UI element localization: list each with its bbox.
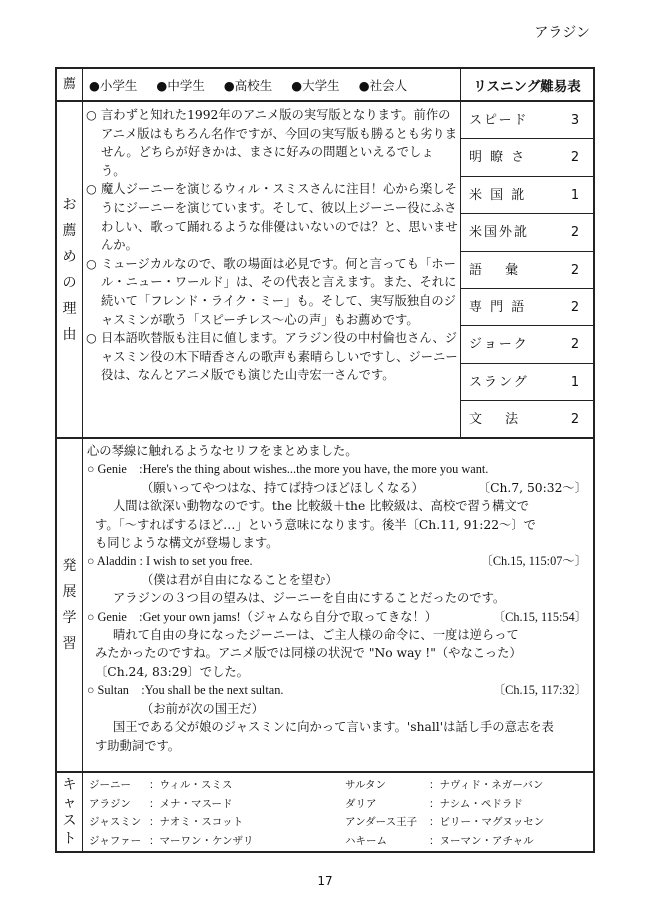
quote-line: ○ Genie :Here's the thing about wishes...the more you have, the more you want. [87,462,489,477]
reason-item: ○ 日本語吹替版も注目に値します。アラジン役の中村倫也さん、ジャスミン役の木下晴香さんの歌声も素晴らしいですし、ジーニー役は、なんとアニメ版でも演じた山寺宏一さんです。 [86,331,458,383]
quote-translation: （僕は君が自由になることを望む） [141,572,338,587]
rating-vocabulary: 語 彙 2 [461,252,593,289]
cast-actor: ：ウィル・スミス [149,779,233,791]
cast-role: ダリア [345,797,377,810]
rating-grammar: 文 法 2 [469,412,580,428]
difficulty-ratings [460,102,593,437]
movie-title: アラジン [534,25,590,41]
reason-item: ○ 言わずと知れた1992年のアニメ版の実写版となります。前作のアニメ版はもちろん名作ですが、今回の実写版も勝るとも劣りません。どちらが好きかは、まさに好みの問題といえるでしょう。 [86,108,457,178]
quote-comment: 〔Ch.24, 83:29〕でした。 [95,664,249,679]
cast-actor: ：マーワン・ケンザリ [149,834,254,847]
rating-foreign-accent: 米国外訛 2 [461,214,593,251]
cast-role: アンダース王子 [345,816,418,828]
development-study-row [57,439,593,773]
rating-jokes: ジョーク 2 [461,326,593,363]
cast-actor: ：ナシム・ペドラド [429,797,523,810]
recommend-row [57,69,593,102]
cast-actor: ：ヌーマン・アチャル [429,834,534,847]
quote-comment: 国王である父が娘のジャスミンに向かって言います。'shall'は話し手の意志を表 [113,720,554,735]
cast-actor: ：ナオミ・スコット [149,816,244,828]
quote-comment: みたかったのですね。アニメ版では同様の状況で "No way !"（やなこった） [95,646,522,661]
quote-translation: （願いってやつはな、持てば持つほどほしくなる） 〔Ch.7, 50:32～〕 [141,480,587,495]
listening-difficulty-title: リスニング難易表 [460,69,593,100]
cast-role: サルタン [345,779,387,791]
quote-comment: 人間は欲深い動物なのです。the 比較級＋the 比較級は、高校で習う構文で [113,499,530,514]
cast-row [57,773,593,851]
cast-actor: ：ビリー・マグヌッセン [429,816,545,828]
rating-clarity: 明 瞭 さ 2 [461,139,593,176]
rating-slang: スラング 1 [461,364,593,401]
quote-line: ○ Genie :Get your own jams!（ジャムなら自分で取ってきな！） 〔Ch.15, 115:54〕 [87,609,587,624]
cast-role: ハキーム [345,834,387,847]
cast-label: キ ャ ス ト [57,773,83,851]
rating-speed: スピード 3 [461,102,593,139]
reasons-row [57,102,593,439]
development-label: 発 展 学 習 [57,439,83,771]
reasons-list [86,106,458,385]
level-university: ●大学生 [291,77,340,93]
level-high-school: ●高校生 [223,77,273,93]
quotes-intro: 心の琴線に触れるようなセリフをまとめました。 [87,444,358,458]
cast-role: アラジン [89,797,131,810]
cast-role: ジーニー [89,779,131,791]
level-adult: ●社会人 [358,77,408,93]
cast-role: ジャスミン [89,816,142,828]
rating-us-accent: 米 国 訛 1 [461,177,593,214]
reason-item: ○ ミュージカルなので、歌の場面は必見です。何と言っても「ホール・ニュー・ワールド」は、その代表と言えます。また、それに続いて「フレンド・ライク・ミー」も。そして、実写版独自のジャスミンが歌う「スピーチレス～心の声」もお薦めです。 [86,256,457,327]
cast-role: ジャファー [89,834,142,847]
worksheet-table [55,67,595,853]
page-number: 17 [317,874,333,888]
audience-levels [89,69,426,100]
level-junior-high: ●中学生 [156,77,205,93]
rating-technical-terms: 専 門 語 2 [461,289,593,326]
reasons-label: お 薦 め の 理 由 [57,102,83,437]
quote-comment: す。「～すればするほど…」という意味になります。後半〔Ch.11, 91:22～〕で [95,517,536,532]
quote-line: ○ Sultan :You shall be the next sultan. 〔Ch.15, 117:32〕 [87,683,587,698]
quote-line: ○ Aladdin : I wish to set you free. 〔Ch.15, 115:07～〕 [87,554,587,569]
quotes-section [87,442,587,755]
quote-comment: す助動詞です。 [95,738,181,753]
quote-comment: も同じような構文が登場します。 [95,536,279,551]
quote-translation: （お前が次の国王だ） [141,701,264,716]
quote-comment: アラジンの３つ目の望みは、ジーニーを自由にすることだったのです。 [113,591,506,606]
cast-actor: ：メナ・マスード [149,797,233,810]
cast-actor: ：ナヴィド・ネガーバン [429,779,544,791]
level-elementary: ●小学生 [89,77,138,93]
quote-comment: 晴れて自由の身になったジーニーは、ご主人様の命令に、一度は逆らって [113,628,519,643]
reason-item: ○ 魔人ジーニーを演じるウィル・スミスさんに注目！心から楽しそうにジーニーを演じています。そして、彼以上ジーニー役にふさわしい、歌って踊れるような俳優はいないのでは？と、思いませんか。 [86,182,458,253]
recommend-label: 薦 [57,69,83,100]
